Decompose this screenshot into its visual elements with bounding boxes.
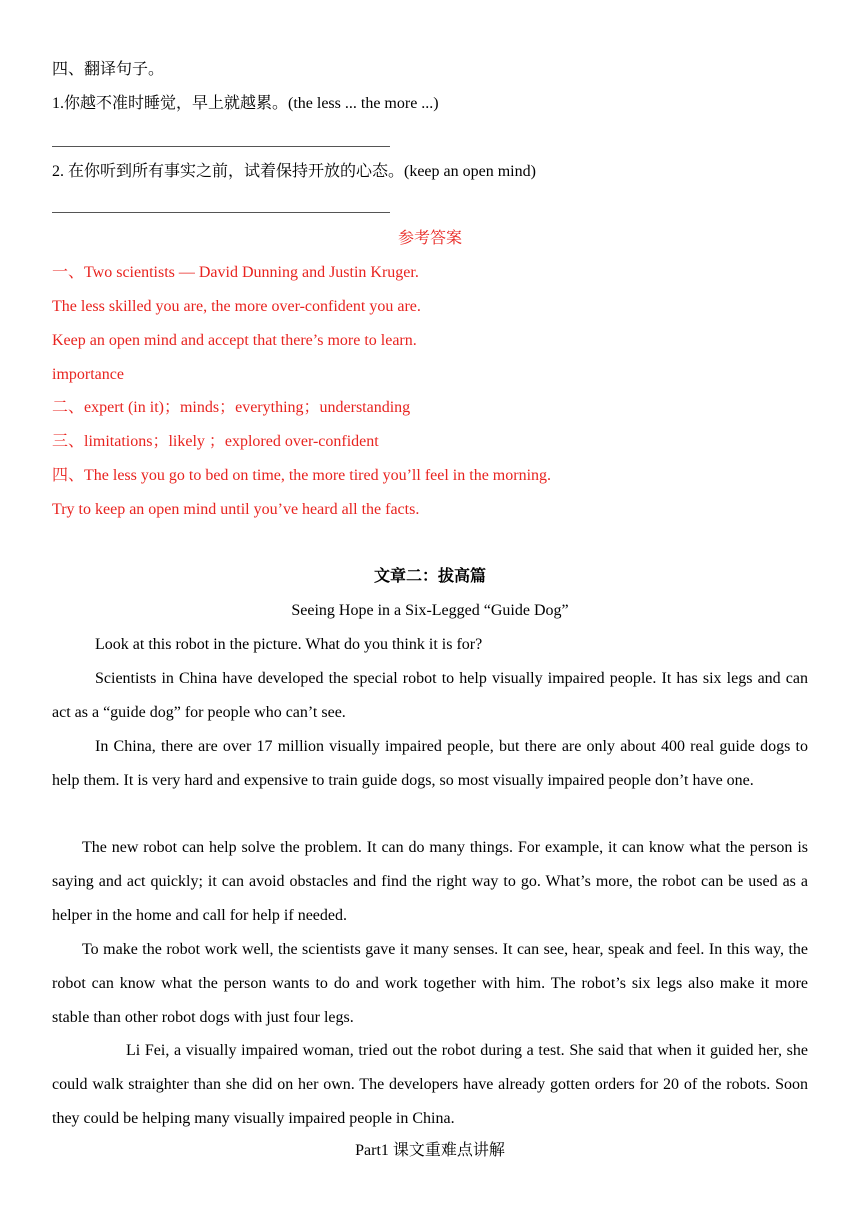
section4-heading: 四、翻译句子。: [52, 61, 165, 78]
article-paragraph: To make the robot work well, the scientists gave it many senses. It can see, hear, speak and feel. In this way, the robot can know what the person wants to do and work together with him. The robot’s six legs also make it more stable than other robot dogs with just four legs.: [52, 941, 808, 1026]
answer-line: importance: [52, 366, 124, 383]
answer-line: Keep an open mind and accept that there’s more to learn.: [52, 332, 417, 349]
article-paragraph: Look at this robot in the picture. What do you think it is for?: [95, 636, 483, 653]
question-2: 2. 在你听到所有事实之前，试着保持开放的心态。(keep an open mind): [52, 163, 536, 180]
answer-line: 三、limitations；likely ；explored over-confident: [52, 433, 379, 450]
article-paragraph: Scientists in China have developed the special robot to help visually impaired people. It has six legs and can act as a “guide dog” for people who can’t see.: [52, 670, 808, 721]
part-title: Part1 课文重难点讲解: [355, 1142, 505, 1159]
question-1: 1.你越不准时睡觉，早上就越累。(the less ... the more ...): [52, 95, 439, 112]
answer-line: 一、Two scientists — David Dunning and Justin Kruger.: [52, 264, 419, 281]
answer-line: 四、The less you go to bed on time, the more tired you’ll feel in the morning.: [52, 467, 552, 484]
answer-line-2: [52, 212, 390, 213]
answer-line: The less skilled you are, the more over-confident you are.: [52, 298, 421, 315]
article-title: Seeing Hope in a Six-Legged “Guide Dog”: [291, 602, 569, 619]
answer-line: 二、expert (in it)；minds；everything；understanding: [52, 399, 411, 416]
article-section-title: 文章二：拔高篇: [373, 568, 486, 585]
answers-title: 参考答案: [397, 230, 462, 247]
answer-line-1: [52, 146, 390, 147]
article-paragraph: Li Fei, a visually impaired woman, tried out the robot during a test. She said that when it guided her, she could walk straighter than she did on her own. The developers have already gotten orders for 20 of the robots. Soon they could be helping many visually impaired people in China.: [52, 1042, 808, 1127]
answer-line: Try to keep an open mind until you’ve heard all the facts.: [52, 501, 420, 518]
article-paragraph: In China, there are over 17 million visually impaired people, but there are only about 400 real guide dogs to help them. It is very hard and expensive to train guide dogs, so most visually impaired people don’t have one.: [52, 738, 808, 789]
article-paragraph: The new robot can help solve the problem. It can do many things. For example, it can know what the person is saying and act quickly; it can avoid obstacles and find the right way to go. What’s more, the robot can be used as a helper in the home and call for help if needed.: [52, 839, 808, 924]
